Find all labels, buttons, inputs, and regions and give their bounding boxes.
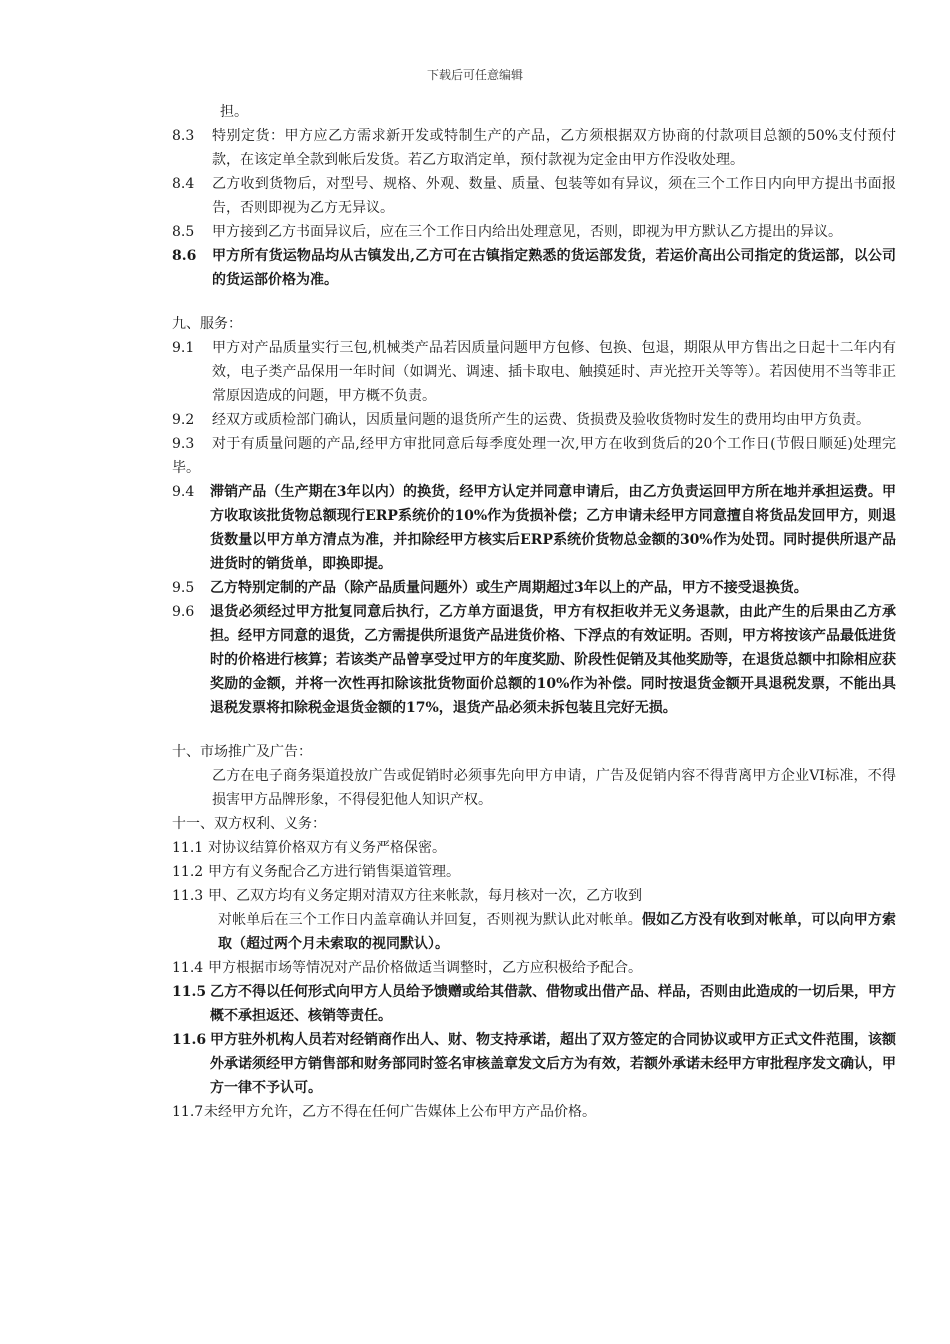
clause-text: 甲方接到乙方书面异议后，应在三个工作日内给出处理意见，否则，即视为甲方默认乙方提出的异议。: [212, 224, 842, 240]
clause-9-6: [172, 600, 896, 720]
clause-9-1: [172, 336, 896, 408]
clause-text-bold: 假如乙方没有收到对帐单，可以向甲方索取（超过两个月未索取的视同默认）。: [218, 912, 896, 952]
clause-text: 退货必须经过甲方批复同意后执行，乙方单方面退货，甲方有权拒收并无义务退款，由此产生的后果由乙方承担。经甲方同意的退货，乙方需提供所退货产品进货价格、下浮点的有效证明。否则，甲方将按该产品最低进货时的价格进行核算；若该类产品曾享受过甲方的年度奖励、阶段性促销及其他奖励等，在退货总额中扣除相应获奖励的金额，并将一次性再扣除该批货物面价总额的10%作为补偿。同时按退货金额开具退税发票，不能出具退税发票将扣除税金退货金额的17%，退货产品必须未拆包装且完好无损。: [210, 604, 896, 716]
clause-number: 8.3: [172, 128, 195, 144]
clause-number: 9.6: [172, 604, 195, 620]
clause-number: 11.6: [172, 1032, 207, 1048]
clause-8-6: [172, 244, 896, 292]
clause-11-5: [172, 980, 896, 1028]
clause-text: 乙方在电子商务渠道投放广告或促销时必须事先向甲方申请，广告及促销内容不得背离甲方企业VI标准，不得损害甲方品牌形象，不得侵犯他人知识产权。: [212, 768, 896, 808]
clause-number: 8.5: [172, 224, 195, 240]
clause-11-6: [172, 1028, 896, 1100]
section-11-heading: 十一、双方权利、义务：: [172, 816, 326, 832]
document-page: [172, 100, 896, 1124]
clause-text: 担。: [220, 104, 248, 120]
clause-number: 9.2: [172, 412, 195, 428]
clause-text: 甲方驻外机构人员若对经销商作出人、财、物支持承诺，超出了双方签定的合同协议或甲方正式文件范围，该额外承诺须经甲方销售部和财务部同时签名审核盖章发文后方为有效，若额外承诺未经甲方审批程序发文确认，甲方一律不予认可。: [210, 1032, 896, 1096]
clause-number: 9.5: [172, 580, 195, 596]
clause-number: 9.3: [172, 436, 195, 452]
page-header: 下载后可任意编辑: [426, 68, 523, 82]
clause-number: 8.6: [172, 248, 197, 264]
clause-11-2: [172, 860, 896, 884]
clause-text: 乙方收到货物后，对型号、规格、外观、数量、质量、包装等如有异议，须在三个工作日内向甲方提出书面报告，否则即视为乙方无异议。: [212, 176, 896, 216]
clause-number: 8.4: [172, 176, 195, 192]
clause-text: 甲方有义务配合乙方进行销售渠道管理。: [208, 864, 460, 880]
clause-text: 对协议结算价格双方有义务严格保密。: [208, 840, 446, 856]
clause-text: 乙方不得以任何形式向甲方人员给予馈赠或给其借款、借物或出借产品、样品，否则由此造成的一切后果，甲方概不承担返还、核销等责任。: [210, 984, 896, 1024]
section-10-heading: 十、市场推广及广告：: [172, 744, 312, 760]
clause-text: 乙方特别定制的产品（除产品质量问题外）或生产周期超过3年以上的产品，甲方不接受退换货。: [210, 580, 808, 596]
clause-number: 9.4: [172, 484, 195, 500]
clause-number: 11.4: [172, 960, 204, 976]
clause-8-3: [172, 124, 896, 172]
clause-11-3: [172, 884, 896, 956]
clause-11-7: [172, 1100, 896, 1124]
clause-text: 甲方对产品质量实行三包,机械类产品若因质量问题甲方包修、包换、包退，期限从甲方售出之日起十二年内有效，电子类产品保用一年时间（如调光、调速、插卡取电、触摸延时、声光控开关等等）。若因使用不当等非正常原因造成的问题，甲方概不负责。: [212, 340, 896, 404]
clause-text: 对帐单后在三个工作日内盖章确认并回复，否则视为默认此对帐单。: [218, 912, 642, 928]
clause-text: 经双方或质检部门确认，因质量问题的退货所产生的运费、货损费及验收货物时发生的费用均由甲方负责。: [212, 412, 870, 428]
clause-11-4: [172, 956, 896, 980]
clause-number: 11.7: [172, 1104, 204, 1120]
clause-text: 甲方所有货运物品均从古镇发出,乙方可在古镇指定熟悉的货运部发货，若运价高出公司指定的货运部，以公司的货运部价格为准。: [212, 248, 896, 288]
clause-9-5: [172, 576, 896, 600]
section-9-heading: 九、服务：: [172, 316, 242, 332]
clause-number: 11.5: [172, 984, 207, 1000]
clause-9-3: [172, 432, 896, 480]
clause-text: 甲、乙双方均有义务定期对清双方往来帐款，每月核对一次，乙方收到: [208, 888, 642, 904]
clause-text: 特别定货：甲方应乙方需求新开发或特制生产的产品，乙方须根据双方协商的付款项目总额的50%支付预付款，在该定单全款到帐后发货。若乙方取消定单，预付款视为定金由甲方作没收处理。: [212, 128, 896, 168]
clause-text: 滞销产品（生产期在3年以内）的换货，经甲方认定并同意申请后，由乙方负责运回甲方所在地并承担运费。甲方收取该批货物总额现行ERP系统价的10%作为货损补偿；乙方申请未经甲方同意擅自将货品发回甲方，则退货数量以甲方单方清点为准，并扣除经甲方核实后ERP系统价货物总金额的30%作为处罚。同时提供所退产品进货时的销货单，即换即提。: [210, 484, 896, 572]
clause-text: 甲方根据市场等情况对产品价格做适当调整时，乙方应积极给予配合。: [208, 960, 642, 976]
clause-number: 9.1: [172, 340, 195, 356]
clause-number: 11.1: [172, 840, 204, 856]
clause-10: [172, 764, 896, 812]
clause-9-2: [172, 408, 896, 432]
clause-number: 11.2: [172, 864, 204, 880]
clause-9-4: [172, 480, 896, 576]
clause-8-5: [172, 220, 896, 244]
clause-11-1: [172, 836, 896, 860]
clause-text: 未经甲方允许，乙方不得在任何广告媒体上公布甲方产品价格。: [204, 1104, 596, 1120]
continued-text: [172, 100, 896, 124]
clause-number: 11.3: [172, 888, 204, 904]
clause-text: 对于有质量问题的产品,经甲方审批同意后每季度处理一次,甲方在收到货后的20个工作日(节假日顺延)处理完毕。: [172, 436, 896, 476]
clause-8-4: [172, 172, 896, 220]
